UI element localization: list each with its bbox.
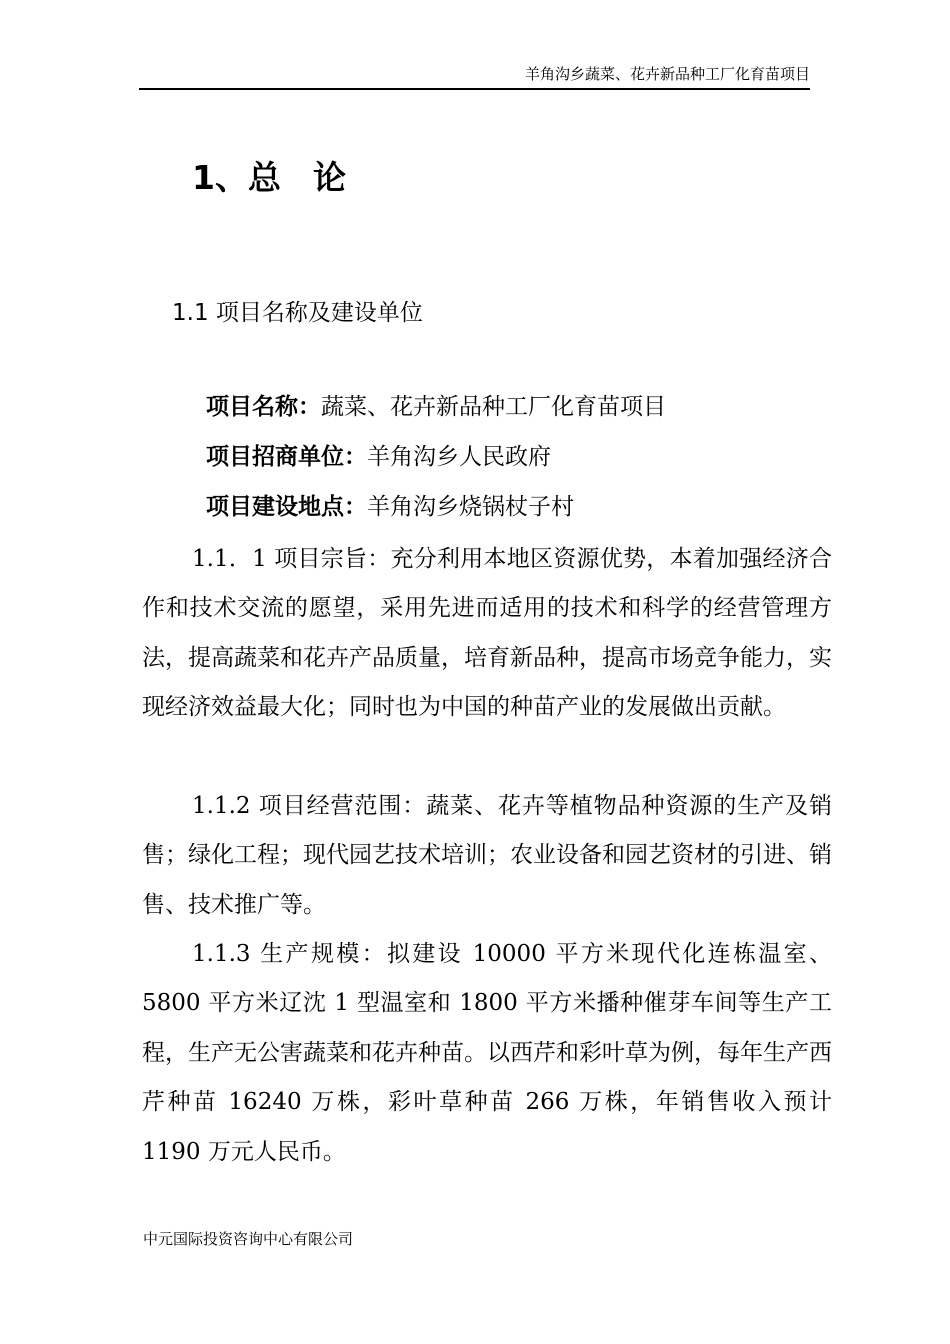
paragraph-purpose: 1.1．1 项目宗旨：充分利用本地区资源优势，本着加强经济合作和技术交流的愿望，采用先进而适用的技术和科学的经营管理方法，提高蔬菜和花卉产品质量，培育新品种，提高市场竞争能力，实现经济效益最大化；同时也为中国的种苗产业的发展做出贡献。: [142, 546, 832, 721]
info-label: 项目招商单位：: [206, 444, 367, 470]
chapter-word-2: 论: [312, 158, 346, 197]
page-header-title: 羊角沟乡蔬菜、花卉新品种工厂化育苗项目: [524, 65, 810, 83]
paragraph-scope: 1.1.2 项目经营范围：蔬菜、花卉等植物品种资源的生产及销售；绿化工程；现代园艺技术培训；农业设备和园艺资材的引进、销售、技术推广等。: [142, 793, 832, 918]
chapter-word-1: 总: [247, 158, 281, 197]
info-construction-site: [206, 491, 574, 523]
info-project-name: [206, 391, 666, 423]
info-investment-unit: [206, 441, 551, 473]
info-value: 羊角沟乡烧锅杖子村: [367, 494, 574, 520]
header-divider: [139, 88, 810, 90]
page-footer-company: 中元国际投资咨询中心有限公司: [143, 1230, 354, 1248]
info-label: 项目建设地点：: [206, 494, 367, 520]
chapter-title: [192, 156, 346, 200]
section-title: 1.1 项目名称及建设单位: [172, 300, 423, 326]
chapter-number: 1、: [192, 158, 248, 197]
info-label: 项目名称：: [206, 394, 321, 420]
paragraph-scale: 1.1.3 生产规模：拟建设 10000 平方米现代化连栋温室、5800 平方米辽沈 1 型温室和 1800 平方米播种催芽车间等生产工程，生产无公害蔬菜和花卉种苗。以西芹和彩叶草为例，每年生产西芹种苗 16240 万株，彩叶草种苗 266 万株，年销售收入预计 1190 万元人民币。: [142, 941, 832, 1165]
info-value: 蔬菜、花卉新品种工厂化育苗项目: [321, 394, 666, 420]
info-value: 羊角沟乡人民政府: [367, 444, 551, 470]
